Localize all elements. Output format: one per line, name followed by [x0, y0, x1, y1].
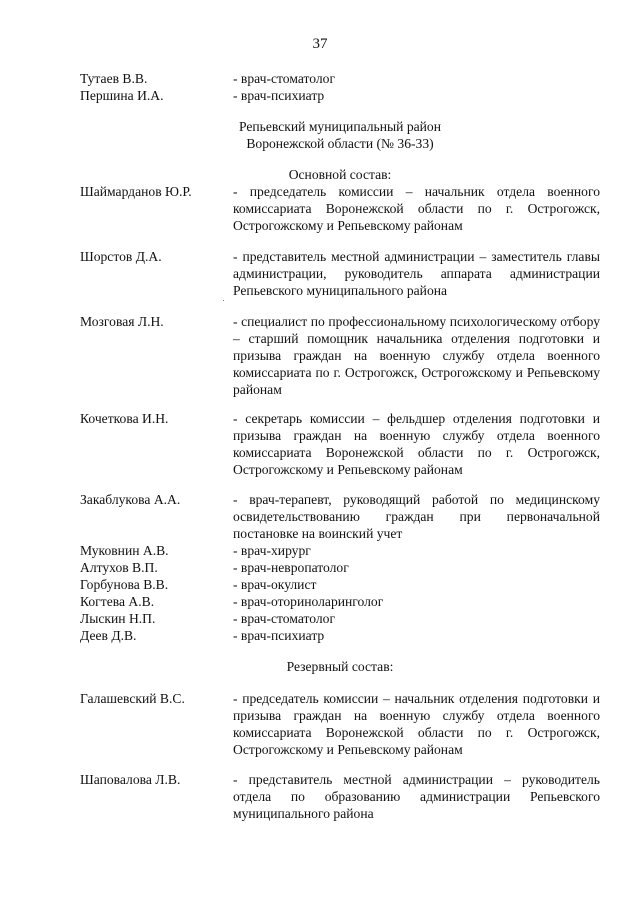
member-role: - представитель местной администрации – заместитель главы администрации, руководитель аппарата администрации Репьевского муниципального района	[233, 249, 600, 298]
member-name: Шаймарданов Ю.Р.	[80, 184, 192, 199]
reserve-composition-heading: Резервный состав:	[286, 659, 394, 674]
member-name: Горбунова В.В.	[80, 577, 169, 592]
member-name: Першина И.А.	[80, 88, 164, 103]
member-name: Лыскин Н.П.	[80, 611, 156, 626]
member-name: Закаблукова А.А.	[80, 492, 181, 507]
member-role: - представитель местной администрации – руководитель отдела по образованию администрации Репьевского муниципального района	[233, 772, 600, 821]
main-composition-heading: Основной состав:	[288, 167, 392, 182]
member-role: - врач-терапевт, руководящий работой по медицинскому освидетельствованию граждан при первоначальной постановке на воинский учет	[233, 492, 600, 541]
district-subtitle: Воронежской области (№ 36-33)	[246, 136, 434, 151]
member-name: Шаповалова Л.В.	[80, 772, 181, 787]
member-role: - врач-окулист	[233, 577, 317, 592]
member-name: Алтухов В.П.	[80, 560, 158, 575]
member-name: Тутаев В.В.	[80, 71, 148, 86]
member-role: - специалист по профессиональному психологическому отбору – старший помощник начальника отделения подготовки и призыва граждан на военную службу отдела военного комиссариата по г. Острогожск, Острогожскому и Репьевскому районам	[233, 314, 600, 397]
member-name: Кочеткова И.Н.	[80, 411, 169, 426]
member-role: - председатель комиссии – начальник отдела военного комиссариата Воронежской области по г. Острогожск, Острогожскому и Репьевскому районам	[233, 184, 600, 233]
member-role: - врач-психиатр	[233, 88, 325, 103]
page-number: 37	[312, 36, 328, 52]
member-name: Когтева А.В.	[80, 594, 155, 609]
member-role: - врач-невропатолог	[233, 560, 349, 575]
member-role: - врач-оториноларинголог	[233, 594, 384, 609]
district-title: Репьевский муниципальный район	[238, 119, 441, 134]
member-role: - председатель комиссии – начальник отделения подготовки и призыва граждан на военную службу отдела военного комиссариата Воронежской области по г. Острогожск, Острогожскому и Репьевскому районам	[233, 691, 600, 757]
member-role: - врач-стоматолог	[233, 611, 336, 626]
member-name: Мозговая Л.Н.	[80, 314, 164, 329]
member-role: - врач-стоматолог	[233, 71, 336, 86]
member-name: Муковнин А.В.	[80, 543, 169, 558]
member-name: Шорстов Д.А.	[80, 249, 162, 264]
scan-speck	[223, 300, 224, 301]
member-role: - секретарь комиссии – фельдшер отделения подготовки и призыва граждан на военную службу отдела военного комиссариата Воронежской области по г. Острогожск, Острогожскому и Репьевскому районам	[233, 411, 600, 477]
member-name: Деев Д.В.	[80, 628, 137, 643]
member-name: Галашевский В.С.	[80, 691, 185, 706]
member-role: - врач-психиатр	[233, 628, 325, 643]
member-role: - врач-хирург	[233, 543, 311, 558]
